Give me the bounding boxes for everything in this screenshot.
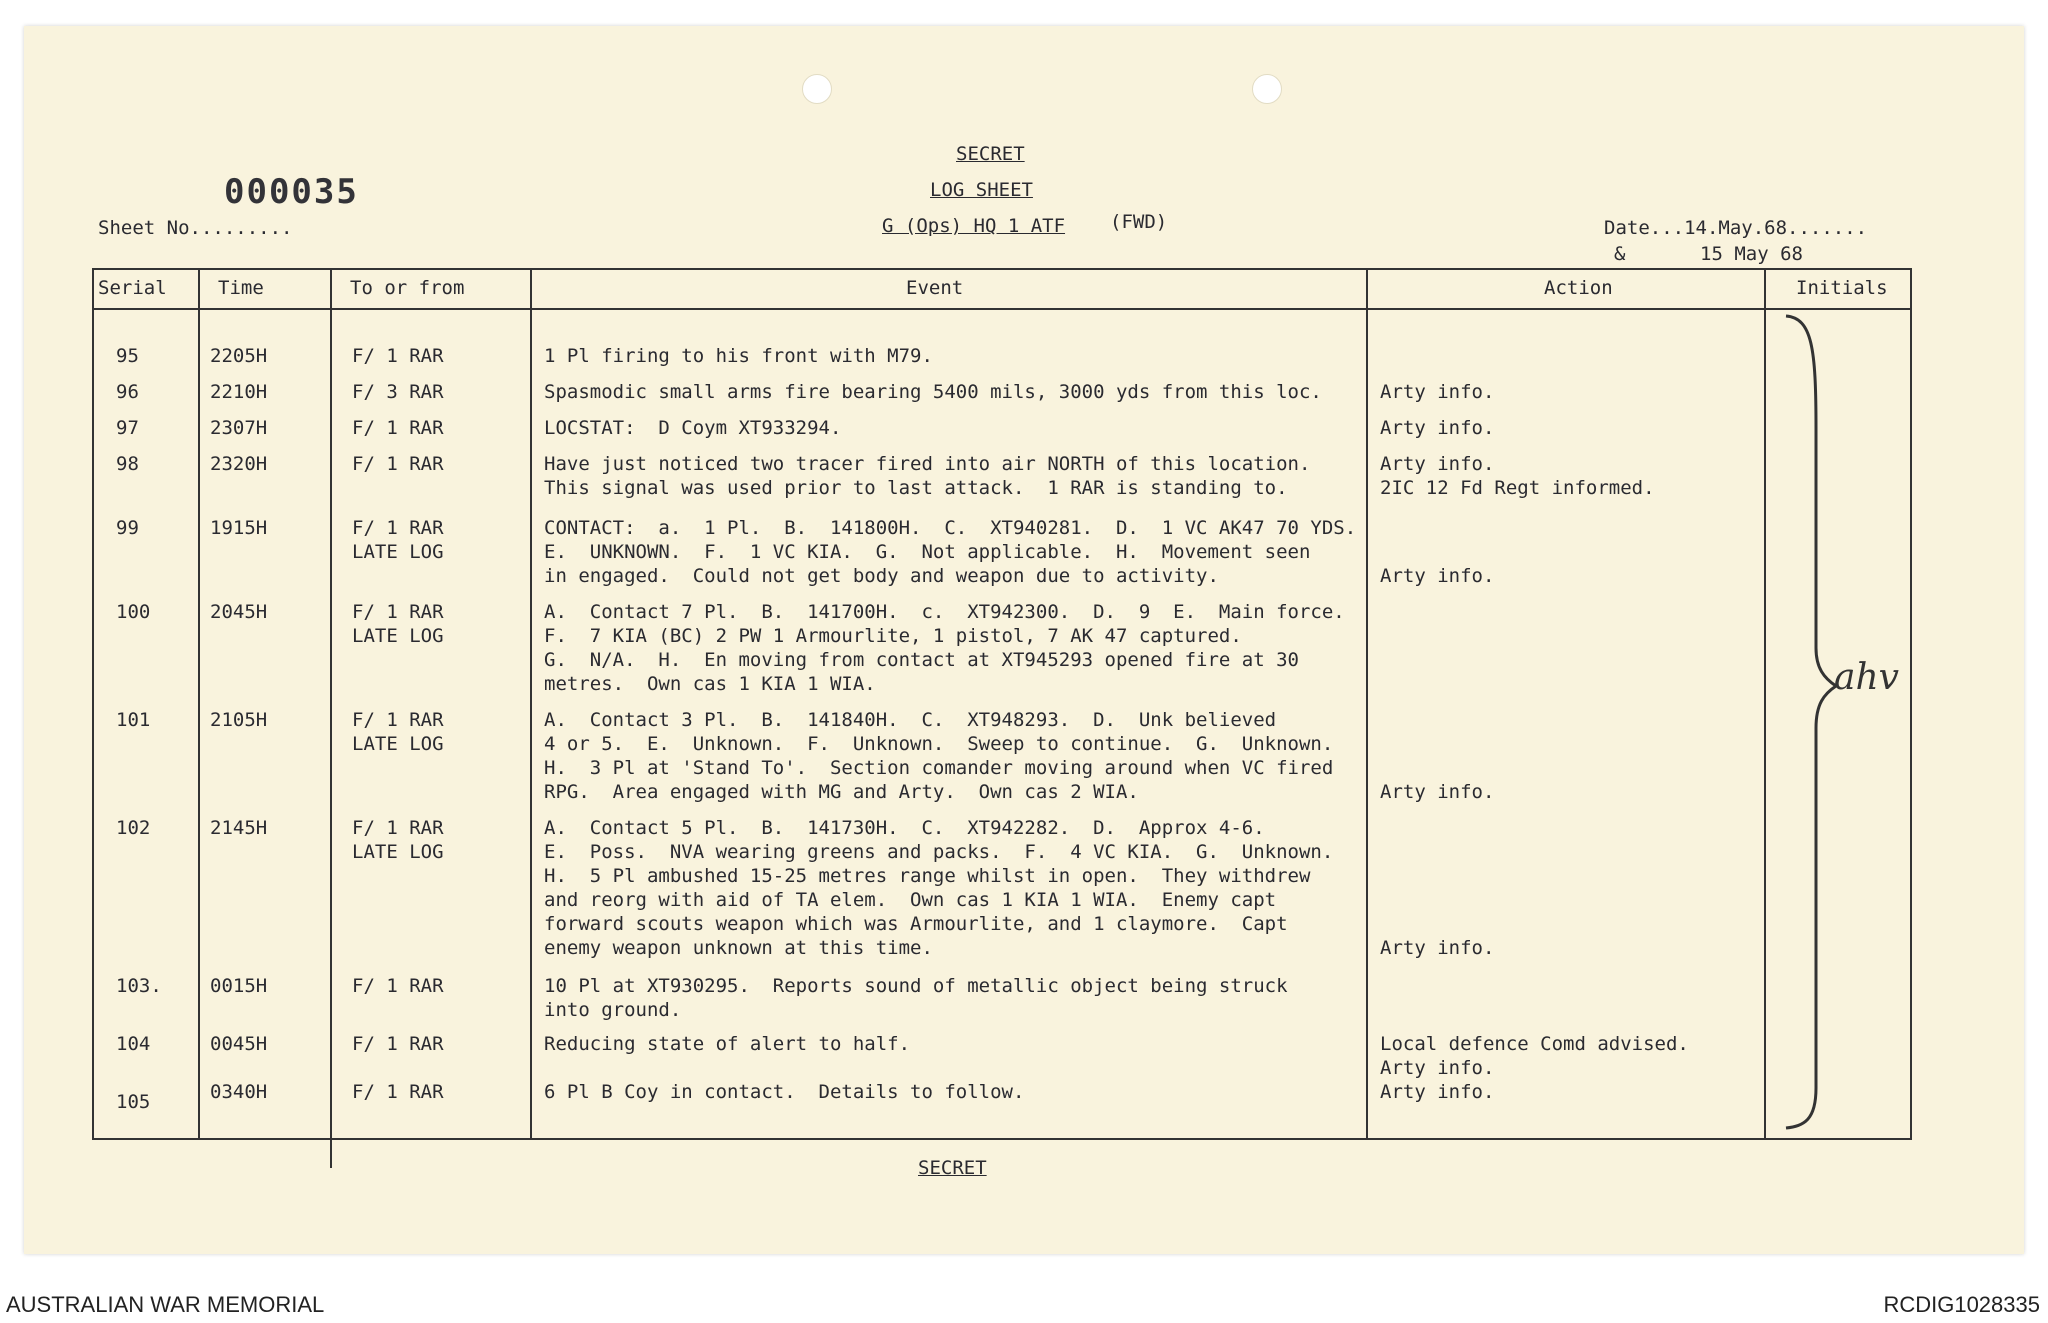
sheet-number-stamp: 000035 — [224, 172, 359, 212]
from-cell: F/ 1 RAR — [352, 601, 444, 623]
col-header-action: Action — [1544, 277, 1613, 299]
serial-cell: 100 — [116, 601, 151, 623]
serial-cell: 95 — [116, 345, 139, 367]
event-line: metres. Own cas 1 KIA 1 WIA. — [544, 673, 876, 695]
event-line: LOCSTAT: D Coym XT933294. — [544, 417, 842, 439]
event-line: A. Contact 7 Pl. B. 141700H. c. XT942300. D. 9 E. Main force. — [544, 601, 1345, 623]
time-cell: 0340H — [210, 1081, 268, 1103]
col-rule-3 — [530, 268, 532, 1140]
event-line: F. 7 KIA (BC) 2 PW 1 Armourlite, 1 pistol, 7 AK 47 captured. — [544, 625, 1242, 647]
col-rule-0 — [92, 268, 94, 1140]
event-line: CONTACT: a. 1 Pl. B. 141800H. C. XT940281. D. 1 VC AK47 70 YDS. — [544, 517, 1357, 539]
punch-hole-right — [1252, 74, 1282, 104]
col-header-event: Event — [906, 277, 964, 299]
time-cell: 2210H — [210, 381, 268, 403]
action-line: Arty info. — [1380, 453, 1495, 475]
from-cell: F/ 1 RAR — [352, 975, 444, 997]
col-rule-4 — [1366, 268, 1368, 1140]
action-line: Arty info. — [1380, 781, 1495, 803]
table-bottom-rule — [92, 1138, 1912, 1140]
unit-suffix: (FWD) — [1110, 211, 1168, 233]
col-header-serial: Serial — [98, 277, 167, 299]
time-cell: 2320H — [210, 453, 268, 475]
event-line: and reorg with aid of TA elem. Own cas 1 KIA 1 WIA. Enemy capt — [544, 889, 1277, 911]
time-cell: 1915H — [210, 517, 268, 539]
serial-cell: 97 — [116, 417, 139, 439]
event-line: in engaged. Could not get body and weapon due to activity. — [544, 565, 1219, 587]
from-cell: LATE LOG — [352, 625, 444, 647]
col-rule-6 — [1910, 268, 1912, 1140]
action-line: Arty info. — [1380, 417, 1495, 439]
event-line: 6 Pl B Coy in contact. Details to follow. — [544, 1081, 1025, 1103]
event-line: into ground. — [544, 999, 682, 1021]
action-line: Arty info. — [1380, 1057, 1495, 1079]
from-cell: F/ 1 RAR — [352, 709, 444, 731]
event-line: H. 5 Pl ambushed 15-25 metres range whilst in open. They withdrew — [544, 865, 1311, 887]
time-cell: 2205H — [210, 345, 268, 367]
serial-cell: 98 — [116, 453, 139, 475]
from-cell: F/ 3 RAR — [352, 381, 444, 403]
action-line: 2IC 12 Fd Regt informed. — [1380, 477, 1655, 499]
archive-footer-right: RCDIG1028335 — [1883, 1292, 2040, 1317]
col-header-from: To or from — [350, 277, 465, 299]
event-line: A. Contact 5 Pl. B. 141730H. C. XT942282. D. Approx 4-6. — [544, 817, 1265, 839]
sheet-label: Sheet No......... — [98, 217, 293, 239]
time-cell: 2307H — [210, 417, 268, 439]
unit-name: G (Ops) HQ 1 ATF — [882, 215, 1066, 237]
date-second: 15 May 68 — [1700, 243, 1803, 265]
initials-brace — [1764, 308, 1904, 1138]
event-line: A. Contact 3 Pl. B. 141840H. C. XT948293. D. Unk believed — [544, 709, 1277, 731]
event-line: E. Poss. NVA wearing greens and packs. F. 4 VC KIA. G. Unknown. — [544, 841, 1334, 863]
time-cell: 2045H — [210, 601, 268, 623]
serial-cell: 105 — [116, 1091, 151, 1113]
col-rule-2 — [330, 268, 332, 1168]
from-cell: LATE LOG — [352, 733, 444, 755]
action-line: Arty info. — [1380, 565, 1495, 587]
serial-cell: 96 — [116, 381, 139, 403]
table-header-rule — [92, 308, 1912, 310]
classification-bottom: SECRET — [918, 1157, 987, 1179]
col-header-initials: Initials — [1796, 277, 1888, 299]
event-line: 10 Pl at XT930295. Reports sound of metallic object being struck — [544, 975, 1288, 997]
time-cell: 0045H — [210, 1033, 268, 1055]
serial-cell: 99 — [116, 517, 139, 539]
from-cell: F/ 1 RAR — [352, 517, 444, 539]
event-line: enemy weapon unknown at this time. — [544, 937, 933, 959]
from-cell: F/ 1 RAR — [352, 1081, 444, 1103]
action-line: Arty info. — [1380, 1081, 1495, 1103]
document-title: LOG SHEET — [930, 179, 1033, 201]
event-line: Reducing state of alert to half. — [544, 1033, 911, 1055]
punch-hole-left — [802, 74, 832, 104]
time-cell: 0015H — [210, 975, 268, 997]
event-line: H. 3 Pl at 'Stand To'. Section comander moving around when VC fired — [544, 757, 1334, 779]
serial-cell: 101 — [116, 709, 151, 731]
serial-cell: 103. — [116, 975, 162, 997]
archive-footer-left: AUSTRALIAN WAR MEMORIAL — [6, 1292, 325, 1317]
action-line: Arty info. — [1380, 381, 1495, 403]
event-line: 1 Pl firing to his front with M79. — [544, 345, 933, 367]
event-line: 4 or 5. E. Unknown. F. Unknown. Sweep to continue. G. Unknown. — [544, 733, 1334, 755]
from-cell: LATE LOG — [352, 841, 444, 863]
col-rule-1 — [198, 268, 200, 1140]
initials-signature: ahv — [1834, 657, 1899, 698]
event-line: RPG. Area engaged with MG and Arty. Own cas 2 WIA. — [544, 781, 1139, 803]
from-cell: F/ 1 RAR — [352, 1033, 444, 1055]
from-cell: F/ 1 RAR — [352, 417, 444, 439]
log-sheet-paper — [24, 26, 2024, 1254]
col-header-time: Time — [218, 277, 264, 299]
classification-top: SECRET — [956, 143, 1025, 165]
date-ampersand: & — [1614, 243, 1626, 265]
event-line: Spasmodic small arms fire bearing 5400 mils, 3000 yds from this loc. — [544, 381, 1322, 403]
event-line: E. UNKNOWN. F. 1 VC KIA. G. Not applicable. H. Movement seen — [544, 541, 1311, 563]
date-label: Date...14.May.68....... — [1604, 217, 1868, 239]
event-line: G. N/A. H. En moving from contact at XT945293 opened fire at 30 — [544, 649, 1299, 671]
serial-cell: 104 — [116, 1033, 151, 1055]
event-line: Have just noticed two tracer fired into air NORTH of this location. — [544, 453, 1311, 475]
from-cell: F/ 1 RAR — [352, 453, 444, 475]
serial-cell: 102 — [116, 817, 151, 839]
time-cell: 2145H — [210, 817, 268, 839]
from-cell: F/ 1 RAR — [352, 345, 444, 367]
action-line: Local defence Comd advised. — [1380, 1033, 1689, 1055]
action-line: Arty info. — [1380, 937, 1495, 959]
event-line: This signal was used prior to last attack. 1 RAR is standing to. — [544, 477, 1288, 499]
from-cell: LATE LOG — [352, 541, 444, 563]
from-cell: F/ 1 RAR — [352, 817, 444, 839]
event-line: forward scouts weapon which was Armourlite, and 1 claymore. Capt — [544, 913, 1288, 935]
time-cell: 2105H — [210, 709, 268, 731]
table-top-rule — [92, 268, 1912, 270]
